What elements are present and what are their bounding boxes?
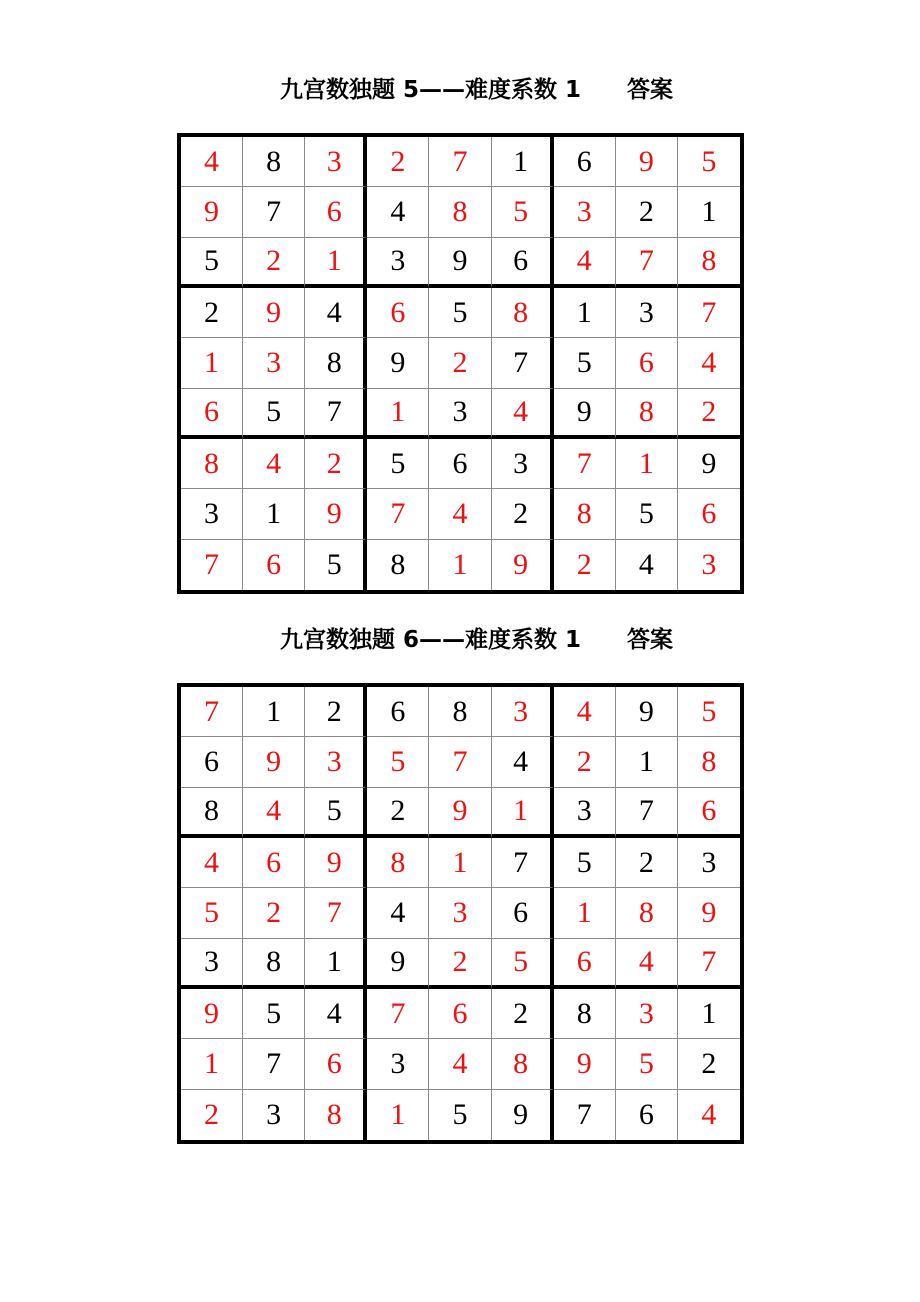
sudoku-cell-r9-c4: 1: [367, 1090, 429, 1140]
sudoku-cell-r6-c3: 7: [305, 389, 367, 439]
sudoku-cell-r9-c8: 6: [616, 1090, 678, 1140]
puzzle-5-title: [280, 70, 673, 110]
sudoku-cell-r8-c2: 7: [243, 1039, 305, 1089]
sudoku-cell-r3-c9: 8: [678, 238, 740, 288]
sudoku-cell-r6-c7: 9: [554, 389, 616, 439]
sudoku-cell-r2-c3: 3: [305, 737, 367, 787]
sudoku-cell-r3-c2: 2: [243, 238, 305, 288]
sudoku-cell-r1-c2: 1: [243, 687, 305, 737]
sudoku-cell-r1-c7: 4: [554, 687, 616, 737]
sudoku-cell-r3-c9: 6: [678, 788, 740, 838]
sudoku-cell-r2-c8: 2: [616, 187, 678, 237]
sudoku-cell-r3-c5: 9: [429, 788, 491, 838]
sudoku-cell-r6-c9: 7: [678, 939, 740, 989]
sudoku-cell-r6-c5: 3: [429, 389, 491, 439]
sudoku-cell-r6-c2: 8: [243, 939, 305, 989]
sudoku-cell-r9-c9: 4: [701, 1097, 717, 1131]
sudoku-cell-r5-c4: 9: [367, 338, 429, 388]
sudoku-cell-r9-c5: 5: [429, 1090, 491, 1140]
sudoku-cell-r9-c1: 2: [181, 1090, 243, 1140]
sudoku-cell-r6-c8: 8: [616, 389, 678, 439]
sudoku-cell-r5-c2: 3: [243, 338, 305, 388]
sudoku-cell-r5-c7: 1: [554, 888, 616, 938]
sudoku-cell-r8-c7: 8: [554, 489, 616, 539]
sudoku-cell-r8-c4: 7: [367, 489, 429, 539]
sudoku-cell-r7-c2: 5: [243, 989, 305, 1039]
sudoku-cell-r9-c1: 7: [181, 540, 243, 590]
sudoku-cell-r7-c5: 6: [429, 989, 491, 1039]
sudoku-cell-r4-c5: 1: [429, 838, 491, 888]
sudoku-cell-r5-c6: 6: [492, 888, 554, 938]
sudoku-cell-r3-c7: 3: [554, 788, 616, 838]
sudoku-cell-r3-c4: 2: [367, 788, 429, 838]
sudoku-cell-r5-c9: 9: [678, 888, 740, 938]
sudoku-cell-r6-c4: 1: [367, 389, 429, 439]
sudoku-cell-r4-c1: 2: [181, 288, 243, 338]
sudoku-cell-r2-c6: 5: [492, 187, 554, 237]
sudoku-cell-r4-c4: 6: [367, 288, 429, 338]
sudoku-cell-r2-c8: 1: [616, 737, 678, 787]
sudoku-cell-r7-c4: 7: [367, 989, 429, 1039]
sudoku-cell-r2-c6: 4: [492, 737, 554, 787]
sudoku-cell-r7-c8: 1: [616, 439, 678, 489]
sudoku-cell-r2-c1: 9: [181, 187, 243, 237]
sudoku-cell-r9-c7: 2: [554, 540, 616, 590]
sudoku-cell-r7-c7: 8: [554, 989, 616, 1039]
sudoku-cell-r3-c1: 5: [181, 238, 243, 288]
sudoku-cell-r9-c2: 3: [243, 1090, 305, 1140]
sudoku-cell-r7-c3: 2: [305, 439, 367, 489]
sudoku-cell-r5-c1: 1: [181, 338, 243, 388]
puzzle-6-title: [280, 620, 673, 660]
sudoku-cell-r1-c5: 7: [429, 137, 491, 187]
sudoku-cell-r5-c6: 7: [492, 338, 554, 388]
sudoku-cell-r6-c8: 4: [616, 939, 678, 989]
sudoku-cell-r9-c7: 7: [554, 1090, 616, 1140]
sudoku-cell-r3-c8: 7: [616, 788, 678, 838]
sudoku-cell-r8-c9: 2: [678, 1039, 740, 1089]
sudoku-cell-r2-c9: 8: [678, 737, 740, 787]
sudoku-cell-r1-c4: 2: [367, 137, 429, 187]
sudoku-cell-r4-c5: 5: [429, 288, 491, 338]
sudoku-cell-r3-c6: 6: [492, 238, 554, 288]
sudoku-cell-r9-c2: 6: [243, 540, 305, 590]
sudoku-cell-r6-c5: 2: [429, 939, 491, 989]
sudoku-cell-r4-c9: 7: [678, 288, 740, 338]
sudoku-cell-r1-c3: 2: [305, 687, 367, 737]
sudoku-cell-r8-c3: 9: [305, 489, 367, 539]
sudoku-cell-r7-c1: 8: [181, 439, 243, 489]
sudoku-cell-r4-c1: 4: [181, 838, 243, 888]
puzzle-6-title-main: 九宫数独题 6——难度系数 1: [280, 627, 582, 653]
sudoku-cell-r9-c9: 3: [701, 547, 717, 581]
sudoku-cell-r9-c5: 1: [429, 540, 491, 590]
sudoku-cell-r3-c3: 1: [305, 238, 367, 288]
sudoku-cell-r5-c8: 8: [616, 888, 678, 938]
sudoku-cell-r6-c6: 4: [492, 389, 554, 439]
sudoku-cell-r1-c1: 4: [181, 137, 243, 187]
sudoku-cell-r8-c9: 6: [678, 489, 740, 539]
sudoku-cell-r7-c8: 3: [616, 989, 678, 1039]
sudoku-cell-r2-c5: 7: [429, 737, 491, 787]
sudoku-cell-r3-c7: 4: [554, 238, 616, 288]
sudoku-cell-r8-c1: 3: [181, 489, 243, 539]
sudoku-cell-r4-c9: 3: [678, 838, 740, 888]
sudoku-cell-r4-c6: 7: [492, 838, 554, 888]
sudoku-cell-r7-c2: 4: [243, 439, 305, 489]
puzzle-6-answer-label: 答案: [627, 627, 674, 653]
sudoku-cell-r9-c8: 4: [616, 540, 678, 590]
sudoku-cell-r1-c9: 5: [678, 687, 740, 737]
sudoku-cell-r8-c8: 5: [616, 489, 678, 539]
sudoku-cell-r4-c8: 2: [616, 838, 678, 888]
sudoku-cell-r2-c2: 9: [243, 737, 305, 787]
sudoku-cell-r1-c8: 9: [616, 137, 678, 187]
sudoku-cell-r8-c6: 8: [492, 1039, 554, 1089]
puzzle-5-answer-label: 答案: [627, 77, 674, 103]
sudoku-cell-r8-c8: 5: [616, 1039, 678, 1089]
sudoku-cell-r9-c3: 5: [305, 540, 367, 590]
sudoku-cell-r3-c3: 5: [305, 788, 367, 838]
sudoku-cell-r7-c3: 4: [305, 989, 367, 1039]
sudoku-cell-r8-c1: 1: [181, 1039, 243, 1089]
sudoku-cell-r6-c6: 5: [492, 939, 554, 989]
sudoku-cell-r5-c2: 2: [243, 888, 305, 938]
sudoku-cell-r8-c3: 6: [305, 1039, 367, 1089]
sudoku-cell-r1-c2: 8: [243, 137, 305, 187]
sudoku-cell-r6-c7: 6: [554, 939, 616, 989]
sudoku-cell-r7-c6: 2: [492, 989, 554, 1039]
sudoku-cell-r8-c5: 4: [429, 489, 491, 539]
sudoku-cell-r6-c4: 9: [367, 939, 429, 989]
sudoku-cell-r2-c7: 2: [554, 737, 616, 787]
sudoku-cell-r5-c5: 3: [429, 888, 491, 938]
sudoku-cell-r2-c5: 8: [429, 187, 491, 237]
sudoku-cell-r8-c6: 2: [492, 489, 554, 539]
sudoku-cell-r9-c6: 9: [492, 1090, 554, 1140]
sudoku-cell-r7-c9: 9: [678, 439, 740, 489]
sudoku-cell-r3-c8: 7: [616, 238, 678, 288]
sudoku-cell-r1-c6: 3: [492, 687, 554, 737]
sudoku-cell-r6-c1: 6: [181, 389, 243, 439]
sudoku-cell-r6-c3: 1: [305, 939, 367, 989]
sudoku-cell-r2-c7: 3: [554, 187, 616, 237]
sudoku-cell-r7-c6: 3: [492, 439, 554, 489]
sudoku-cell-r5-c7: 5: [554, 338, 616, 388]
sudoku-cell-r8-c7: 9: [554, 1039, 616, 1089]
sudoku-cell-r3-c4: 3: [367, 238, 429, 288]
sudoku-cell-r6-c9: 2: [678, 389, 740, 439]
sudoku-cell-r2-c4: 4: [367, 187, 429, 237]
sudoku-cell-r1-c7: 6: [554, 137, 616, 187]
sudoku-cell-r1-c6: 1: [492, 137, 554, 187]
sudoku-cell-r4-c3: 9: [305, 838, 367, 888]
sudoku-cell-r8-c5: 4: [429, 1039, 491, 1089]
sudoku-cell-r7-c7: 7: [554, 439, 616, 489]
sudoku-cell-r4-c3: 4: [305, 288, 367, 338]
sudoku-cell-r9-c6: 9: [492, 540, 554, 590]
sudoku-cell-r1-c5: 8: [429, 687, 491, 737]
sudoku-cell-r5-c8: 6: [616, 338, 678, 388]
sudoku-cell-r2-c3: 6: [305, 187, 367, 237]
sudoku-cell-r4-c6: 8: [492, 288, 554, 338]
sudoku-cell-r1-c9: 5: [678, 137, 740, 187]
sudoku-grid-6: [177, 683, 744, 1144]
sudoku-cell-r7-c4: 5: [367, 439, 429, 489]
sudoku-cell-r6-c1: 3: [181, 939, 243, 989]
sudoku-cell-r3-c1: 8: [181, 788, 243, 838]
sudoku-cell-r7-c9: 1: [678, 989, 740, 1039]
sudoku-cell-r3-c2: 4: [243, 788, 305, 838]
sudoku-cell-r4-c4: 8: [367, 838, 429, 888]
sudoku-cell-r1-c8: 9: [616, 687, 678, 737]
sudoku-cell-r1-c1: 7: [181, 687, 243, 737]
sudoku-cell-r2-c1: 6: [181, 737, 243, 787]
sudoku-cell-r2-c9: 1: [678, 187, 740, 237]
sudoku-cell-r4-c2: 9: [243, 288, 305, 338]
sudoku-cell-r5-c4: 4: [367, 888, 429, 938]
sudoku-cell-r7-c1: 9: [181, 989, 243, 1039]
sudoku-cell-r4-c7: 5: [554, 838, 616, 888]
sudoku-cell-r8-c4: 3: [367, 1039, 429, 1089]
sudoku-cell-r4-c8: 3: [616, 288, 678, 338]
sudoku-cell-r6-c2: 5: [243, 389, 305, 439]
sudoku-cell-r5-c1: 5: [181, 888, 243, 938]
sudoku-grid-5: [177, 133, 744, 594]
sudoku-cell-r5-c3: 7: [305, 888, 367, 938]
sudoku-cell-r5-c3: 8: [305, 338, 367, 388]
sudoku-cell-r9-c3: 8: [305, 1090, 367, 1140]
sudoku-cell-r5-c9: 4: [678, 338, 740, 388]
sudoku-cell-r4-c2: 6: [243, 838, 305, 888]
sudoku-cell-r2-c2: 7: [243, 187, 305, 237]
puzzle-5-title-main: 九宫数独题 5——难度系数 1: [280, 77, 582, 103]
sudoku-cell-r7-c5: 6: [429, 439, 491, 489]
sudoku-cell-r3-c6: 1: [492, 788, 554, 838]
sudoku-cell-r2-c4: 5: [367, 737, 429, 787]
sudoku-cell-r4-c7: 1: [554, 288, 616, 338]
sudoku-cell-r1-c3: 3: [305, 137, 367, 187]
sudoku-cell-r5-c5: 2: [429, 338, 491, 388]
sudoku-cell-r9-c4: 8: [367, 540, 429, 590]
sudoku-cell-r1-c4: 6: [367, 687, 429, 737]
sudoku-cell-r8-c2: 1: [243, 489, 305, 539]
sudoku-cell-r3-c5: 9: [429, 238, 491, 288]
